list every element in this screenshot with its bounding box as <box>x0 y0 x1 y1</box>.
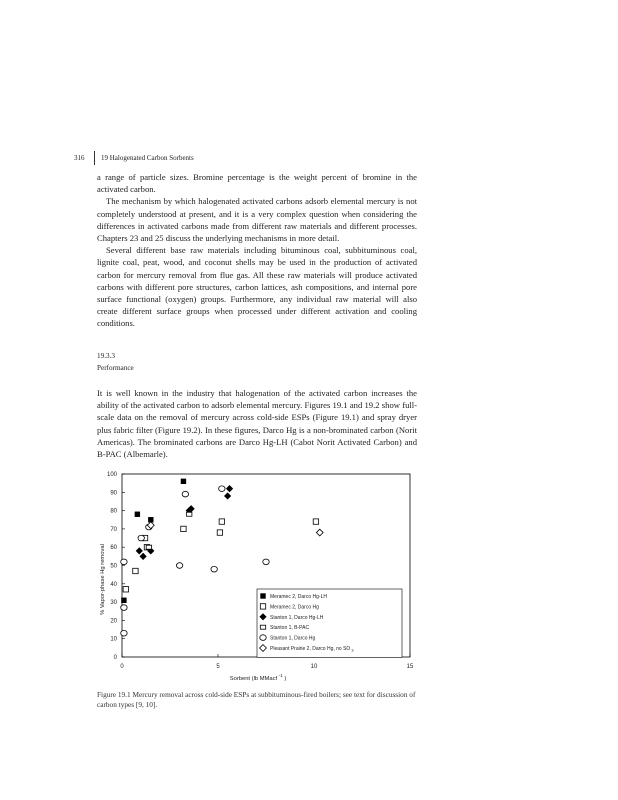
y-tick-label: 80 <box>110 508 117 515</box>
paragraph: Several different base raw materials including bituminous coal, subbituminous coal, lignite coal, peat, wood, and coconut shells may be used in the production of activated carbon for mercury removal from flue gas. All these raw materials will produce activated carbons with different pore structures, carbon lattices, ash compositions, and internal pore surface functional (oxygen) groups. Furthermore, any individual raw material will also create different surface groups when processed under different activation and cooling conditions. <box>97 245 417 329</box>
y-axis-label: % Vapor-phase Hg removal <box>100 544 106 615</box>
paragraph: The mechanism by which halogenated activated carbons adsorb elemental mercury is not completely understood at present, and it is a very complex question when considering the differences in activated carbons made from different raw materials and different processes. Chapters 23 and 25 discuss the underlying mechanisms in more detail. <box>97 196 417 244</box>
y-tick-label: 30 <box>110 600 117 607</box>
data-point <box>181 526 186 531</box>
data-point <box>211 566 217 572</box>
data-point <box>146 545 151 549</box>
chapter-title: 19 Halogenated Carbon Sorbents <box>101 154 194 162</box>
page-number: 316 <box>74 154 85 162</box>
y-tick-label: 0 <box>113 655 117 661</box>
data-point <box>219 486 225 492</box>
y-tick-label: 90 <box>110 490 117 497</box>
x-tick-label: 5 <box>216 664 220 670</box>
data-point <box>217 530 222 535</box>
data-point <box>121 605 127 611</box>
legend-label: Stanton 1, Darco Hg-LH <box>270 614 324 621</box>
y-tick-label: 20 <box>110 618 117 625</box>
data-point <box>316 529 323 536</box>
y-tick-label: 70 <box>110 526 117 533</box>
legend-marker <box>260 604 265 609</box>
data-point <box>121 559 127 565</box>
data-point <box>219 519 224 524</box>
data-point <box>224 492 231 499</box>
data-point <box>187 512 192 516</box>
y-tick-label: 40 <box>110 581 117 588</box>
data-point <box>181 479 186 484</box>
y-tick-label: 60 <box>110 545 117 552</box>
data-point <box>140 553 147 560</box>
figure-caption: Figure 19.1 Mercury removal across cold-side ESPs at subbituminous-fired boilers; see text for discussion of carbon types [9, 10]. <box>97 690 416 709</box>
legend-label: Pleasant Prairie 2, Darco Hg, no SO $_3$ <box>270 646 354 653</box>
x-tick-label: 15 <box>406 664 414 670</box>
section-number: 19.3.3 <box>97 352 115 360</box>
paragraph: a range of particle sizes. Bromine percentage is the weight percent of bromine in the activated carbon. <box>97 172 417 195</box>
data-point <box>135 512 140 517</box>
legend-marker <box>260 635 266 641</box>
data-point <box>121 598 126 603</box>
x-tick-label: 10 <box>310 664 318 670</box>
x-tick-label: 0 <box>120 664 124 670</box>
x-axis-label: Sorbent (lb MMacf $^{-1}$ ) <box>229 673 287 682</box>
section-title: Performance <box>97 364 134 372</box>
legend-label: Meramec 2, Darco Hg <box>270 604 319 611</box>
legend-label: Meramec 2, Darco Hg-LH <box>270 594 327 600</box>
legend-label: Stanton 1, Darco Hg <box>270 635 316 642</box>
legend-label: Stanton 1, B-PAC <box>270 625 310 632</box>
y-tick-label: 50 <box>110 563 117 570</box>
data-point <box>136 547 143 554</box>
data-point <box>133 568 138 573</box>
legend-marker <box>260 625 265 629</box>
data-point <box>123 587 128 592</box>
data-point <box>313 519 318 524</box>
paragraph: It is well known in the industry that halogenation of the activated carbon increases the ability of the activated carbon to adsorb elemental mercury. Figures 19.1 and 19.2 show full-scale data on the removal of mercury across cold-side ESPs (Figure 19.1) and spray dryer plus fabric filter (Figure 19.2). In these figures, Darco Hg is a non-brominated carbon (Norit Americas). The brominated carbons are Darco Hg-LH (Cabot Norit Activated Carbon) and B-PAC (Albemarle). <box>97 388 417 460</box>
legend-marker <box>260 593 265 598</box>
data-point <box>138 535 144 541</box>
data-point <box>226 485 233 492</box>
data-point <box>263 559 269 565</box>
y-tick-label: 100 <box>106 472 117 478</box>
y-tick-label: 10 <box>110 636 117 643</box>
data-point <box>121 630 127 636</box>
data-point <box>182 491 188 497</box>
data-point <box>176 563 182 569</box>
